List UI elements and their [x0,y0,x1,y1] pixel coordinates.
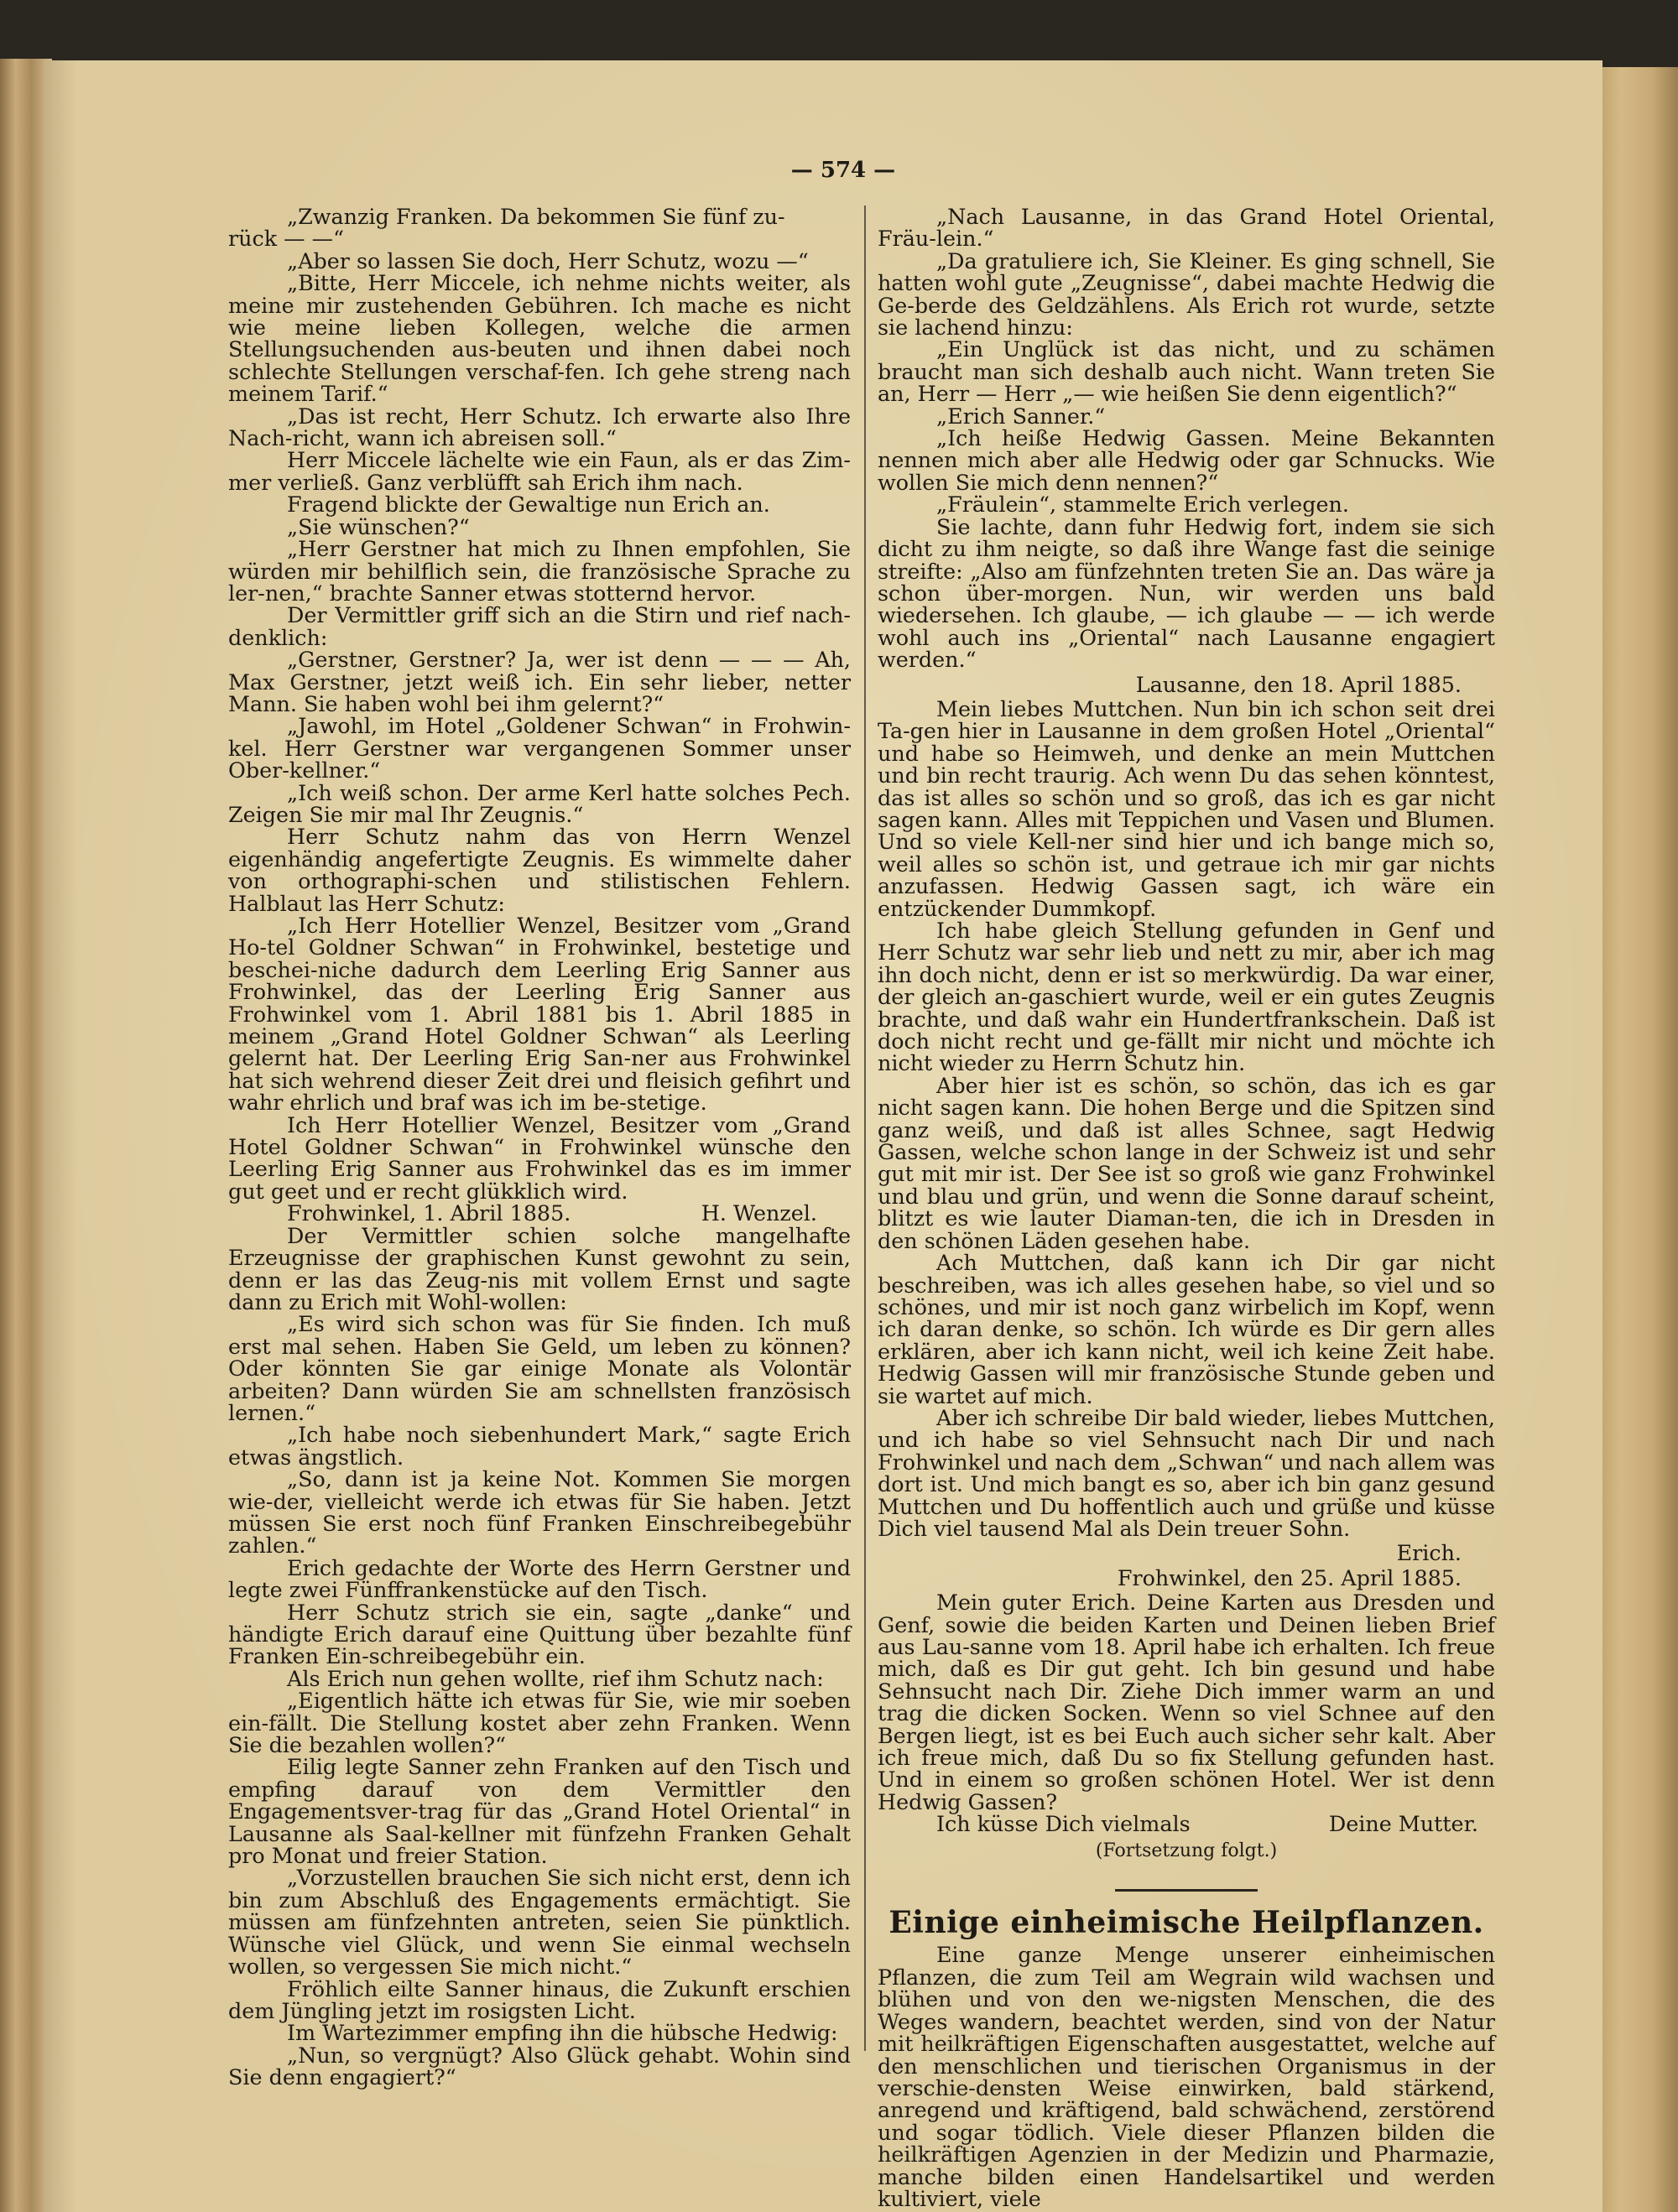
paragraph: Herr Schutz nahm das von Herrn Wenzel eigenhändig angefertigte Zeugnis. Es wimmelte daher von orthographi-schen und stilistischen Fehlern. Halblaut las Herr Schutz: [228,824,851,916]
certificate-place-date: Frohwinkel, 1. Abril 1885. [287,1200,571,1226]
paragraph: „So, dann ist ja keine Not. Kommen Sie morgen wie-der, vielleicht werde ich etwas für Sie haben. Jetzt müssen Sie erst noch fünf Franken Einschreibegebühr zahlen.“ [228,1466,851,1559]
paragraph: „Nach Lausanne, in das Grand Hotel Oriental, Fräu-lein.“ [878,204,1495,252]
paragraph: „Aber so lassen Sie doch, Herr Schutz, wozu —“ [287,247,809,273]
paragraph: Sie lachte, dann fuhr Hedwig fort, indem sie sich dicht zu ihm neigte, so daß ihre Wange fast die seinige streifte: „Also am fünfzehnten treten Sie an. Das wäre ja schon über-morgen. Nun, wir werden uns bald wiedersehen. Ich glaube, — ich glaube — — ich werde wohl auch ins „Oriental“ nach Lausanne engagiert werden.“ [878,513,1495,673]
paragraph: „Fräulein“, stammelte Erich verlegen. [936,492,1349,518]
paragraph: Im Wartezimmer empfing ihn die hübsche Hedwig: [287,2020,838,2046]
paragraph: Fragend blickte der Gewaltige nun Erich an. [287,492,770,518]
paragraph: „Sie wünschen?“ [287,513,470,539]
paragraph: Der Vermittler schien solche mangelhafte Erzeugnisse der graphischen Kunst gewohnt zu sein, denn er las das Zeug-nis mit vollem Ernst und sagte dann zu Erich mit Wohl-wollen: [228,1222,851,1314]
paragraph: „Ich Herr Hotellier Wenzel, Besitzer vom „Grand Ho-tel Goldner Schwan“ in Frohwinkel, bestetige und beschei-niche dadurch dem Leerling Erig Sanner aus Frohwinkel, das der Leerling Erig Sanner aus Frohwinkel vom 1. Abril 1881 bis 1. Abril 1885 in meinem „Grand Hotel Goldner Schwan“ als Leerling gelernt hat. Der Leerling Erig San-ner aus Frohwinkel hat sich wehrend dieser Zeit drei und fleisich gefihrt und wahr ehrlich und braf was ich im be-stetige. [228,913,851,1116]
continuation-note: (Fortsetzung folgt.) [1095,1840,1278,1861]
right-page-edge [1590,67,1678,2212]
page-number: — 574 — [790,158,896,183]
letter-closing [878,1813,1495,1835]
paragraph: „Das ist recht, Herr Schutz. Ich erwarte also Ihre Nach-richt, wann ich abreisen soll.“ [228,403,851,451]
paragraph: Fröhlich eilte Sanner hinaus, die Zukunft erschien dem Jüngling jetzt im rosigsten Licht. [228,1975,851,2023]
left-column [228,206,851,2089]
paragraph: „Vorzustellen brauchen Sie sich nicht erst, denn ich bin zum Abschluß des Engagements ermächtigt. Sie müssen am fünfzehnten antreten, seien Sie pünktlich. Wünsche viel Glück, und wenn Sie einmal wechseln wollen, so vergessen Sie mich nicht.“ [228,1865,851,1980]
paragraph: „Gerstner, Gerstner? Ja, wer ist denn — — — Ah, Max Gerstner, jetzt weiß ich. Ein sehr lieber, netter Mann. Sie haben wohl bei ihm gelernt?“ [228,647,851,716]
paragraph: Der Vermittler griff sich an die Stirn und rief nach-denklich: [228,602,851,650]
paragraph: „Es wird sich schon was für Sie finden. Ich muß erst mal sehen. Haben Sie Geld, um leben zu können? Oder könnten Sie gar einige Monate als Volontär arbeiten? Dann würden Sie am schnellsten französisch lernen.“ [228,1311,851,1425]
letter-paragraph: Ich habe gleich Stellung gefunden in Genf und Herr Schutz war sehr lieb und nett zu mir, aber ich mag ihn doch nicht, denn er ist so merkwürdig. Da war einer, der gleich an-gaschiert wurde, weil er ein gutes Zeugnis brachte, und daß wahr ein Hundertfrankschein. Daß ist doch nicht recht und ge-fällt mir nicht und möchte ich nicht wieder zu Herrn Schutz hin. [878,918,1495,1076]
letter-signature: Erich. [1396,1540,1462,1566]
letter-paragraph: Mein guter Erich. Deine Karten aus Dresden und Genf, sowie die beiden Karten und Deinen lieben Brief aus Lau-sanne vom 18. April habe ich erhalten. Ich freue mich, daß es Dir gut geht. Ich bin gesund und habe Sehnsucht nach Dir. Ziehe Dich immer warm an und trag die dicken Socken. Wenn so viel Schnee auf den Bergen liegt, ist es bei Euch auch sicher sehr kalt. Aber ich freue mich, daß Du so fix Stellung gefunden hast. Und in einem so großen schönen Hotel. Wer ist denn Hedwig Gassen? [878,1590,1495,1814]
paragraph: „Erich Sanner.“ [936,403,1106,429]
right-column [878,206,1495,2209]
certificate-signature [228,1202,851,1224]
paragraph: Erich gedachte der Worte des Herrn Gerstner und legte zwei Fünffrankenstücke auf den Tisch. [228,1554,851,1603]
column-divider [864,206,866,2051]
letter-paragraph: Ach Muttchen, daß kann ich Dir gar nicht beschreiben, was ich alles gesehen habe, so viel und so schönes, und mir ist noch ganz wirbelich im Kopf, wenn ich daran denke, so schön. Ich würde es Dir gern alles erklären, aber ich kann nicht, weil ich keine Zeit habe. Hedwig Gassen will mir französische Stunde geben und sie wartet auf mich. [878,1250,1495,1408]
paragraph: Ich Herr Hotellier Wenzel, Besitzer vom „Grand Hotel Goldner Schwan“ in Frohwinkel wünsche den Leerling Erig Sanner aus Frohwinkel das es im immer gut geet und er recht glükklich wird. [228,1111,851,1204]
paragraph: „Bitte, Herr Miccele, ich nehme nichts weiter, als meine mir zustehenden Gebühren. Ich mache es nicht wie meine lieben Kollegen, welche die armen Stellungsuchenden aus-beuten und ihnen dabei noch schlechte Stellungen verschaf-fen. Ich gehe streng nach meinem Tarif.“ [228,270,851,407]
paragraph: „Jawohl, im Hotel „Goldener Schwan“ in Frohwin-kel. Herr Gerstner war vergangenen Sommer unser Ober-kellner.“ [228,713,851,783]
letter-paragraph: Mein liebes Muttchen. Nun bin ich schon seit drei Ta-gen hier in Lausanne in dem großen Hotel „Oriental“ und habe so Heimweh, und denke an mein Muttchen und bin recht traurig. Ach wenn Du das sehen könntest, das ist alles so schön und so groß, das ich es gar nicht sagen kann. Alles mit Teppichen und Vasen und Blumen. Und so viele Kell-ner sind hier und ich bange mich so, weil alles so schön ist, und getraue ich mir gar nichts anzufassen. Hedwig Gassen sagt, ich wäre ein entzückender Dummkopf. [878,695,1495,921]
paragraph: „Ich heiße Hedwig Gassen. Meine Bekannten nennen mich aber alle Hedwig oder gar Schnucks. Wie wollen Sie mich denn nennen?“ [878,425,1495,495]
article-paragraph: Eine ganze Menge unserer einheimischen Pflanzen, die zum Teil am Wegrain wild wachsen und blühen und von den we-nigsten Menschen, die des Weges wandern, beachtet werden, sind von der Natur mit heilkräftigen Eigenschaften ausgestattet, welche auf den menschlichen und tierischen Organismus in der verschie-densten Weise einwirken, bald stärkend, anregend und kräftigend, bald schwächend, zerstörend und sogar tödlich. Viele dieser Pflanzen bilden die heilkräftigen Agenzien in der Medizin und Pharmazie, manche bilden einen Handelsartikel und werden kultiviert, viele [878,1942,1495,2211]
certificate-signer: H. Wenzel. [701,1200,817,1226]
article-heading: Einige einheimische Heilpflanzen. [889,1905,1484,1941]
letter-paragraph: Aber ich schreibe Dir bald wieder, liebes Muttchen, und ich habe so viel Sehnsucht nach Dir und nach Frohwinkel und nach dem „Schwan“ und nach allem was dort ist. Und mich bangt es so, aber ich bin ganz gesund Muttchen und Du hoffentlich auch und grüße und küsse Dich viel tausend Mal als Dein treuer Sohn. [878,1404,1495,1541]
paragraph: „Nun, so vergnügt? Also Glück gehabt. Wohin sind Sie denn engagiert?“ [228,2042,851,2090]
paragraph: „Zwanzig Franken. Da bekommen Sie fünf zu- rück — —“ [228,204,785,252]
paragraph: Als Erich nun gehen wollte, rief ihm Schutz nach: [287,1665,824,1691]
paragraph: Eilig legte Sanner zehn Franken auf den Tisch und empfing darauf von dem Vermittler den Engagementsver-trag für das „Grand Hotel Oriental“ in Lausanne als Saal-kellner mit fünfzehn Franken Gehalt pro Monat und freier Station. [228,1754,851,1869]
letter-signature: Deine Mutter. [1328,1811,1478,1837]
paragraph: „Ich weiß schon. Der arme Kerl hatte solches Pech. Zeigen Sie mir mal Ihr Zeugnis.“ [228,779,851,827]
paragraph: „Ein Unglück ist das nicht, und zu schämen braucht man sich deshalb auch nicht. Wann treten Sie an, Herr — Herr „— wie heißen Sie denn eigentlich?“ [878,336,1495,407]
letter-dateline: Frohwinkel, den 25. April 1885. [1117,1564,1462,1590]
paragraph: „Herr Gerstner hat mich zu Ihnen empfohlen, Sie würden mir behilflich sein, die französische Sprache zu ler-nen,“ brachte Sanner etwas stotternd hervor. [228,536,851,606]
letter-closing-text: Ich küsse Dich vielmals [936,1811,1191,1837]
letter-dateline: Lausanne, den 18. April 1885. [1135,671,1462,697]
paragraph: Herr Miccele lächelte wie ein Faun, als er das Zim-mer verließ. Ganz verblüfft sah Erich ihm nach. [228,447,851,495]
paragraph: Herr Schutz strich sie ein, sagte „danke“ und händigte Erich darauf eine Quittung über bezahlte fünf Franken Ein-schreibegebühr ein. [228,1599,851,1669]
letter-paragraph: Aber hier ist es schön, so schön, das ich es gar nicht sagen kann. Die hohen Berge und die Spitzen sind ganz weiß, und daß ist alles Schnee, sagt Hedwig Gassen, welche schon lange in der Schweiz ist und sehr gut mit mir ist. Der See ist so groß wie ganz Frohwinkel und blau und grün, und wenn die Sonne darauf scheint, blitzt es wie lauter Diaman-ten, die ich in Dresden in den schönen Läden gesehen habe. [878,1072,1495,1253]
paragraph: „Da gratuliere ich, Sie Kleiner. Es ging schnell, Sie hatten wohl gute „Zeugnisse“, dabei machte Hedwig die Ge-berde des Geldzählens. Als Erich rot wurde, setzte sie lachend hinzu: [878,247,1495,341]
paragraph: „Ich habe noch siebenhundert Mark,“ sagte Erich etwas ängstlich. [228,1422,851,1470]
paragraph: „Eigentlich hätte ich etwas für Sie, wie mir soeben ein-fällt. Die Stellung kostet aber zehn Franken. Wenn Sie die bezahlen wollen?“ [228,1688,851,1758]
section-divider [1115,1889,1258,1892]
